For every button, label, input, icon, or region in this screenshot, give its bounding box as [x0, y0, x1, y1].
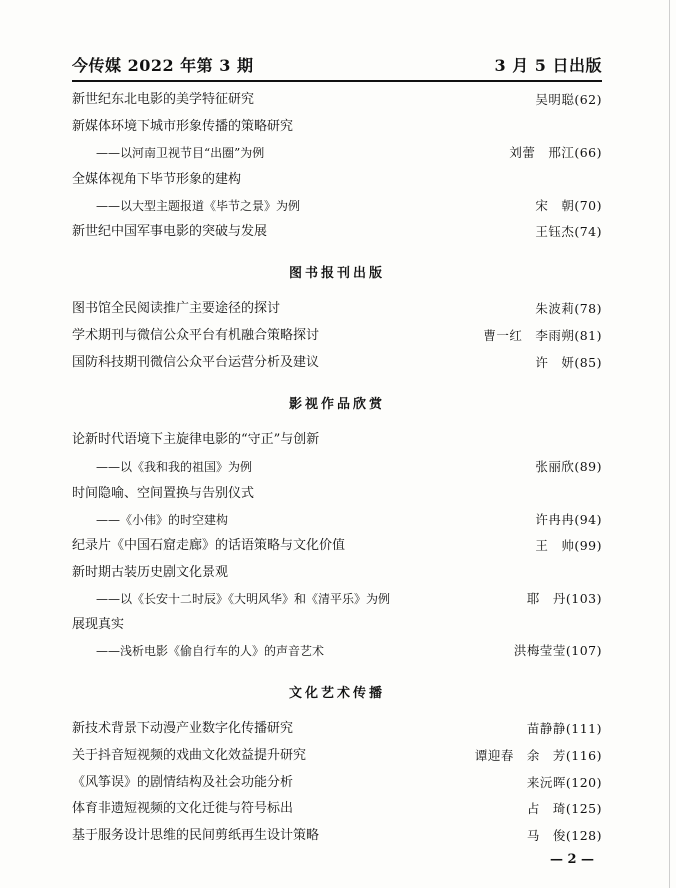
toc-entry[interactable]: [72, 298, 602, 320]
toc-entry-subtitle[interactable]: [72, 588, 602, 610]
toc-entry-author: 耶 丹(103): [526, 591, 602, 606]
toc-entry-title: 时间隐喻、空间置换与告别仪式: [72, 486, 255, 501]
toc-entry[interactable]: [72, 535, 602, 557]
toc-entry[interactable]: [72, 221, 602, 243]
toc-entry-title: 国防科技期刊微信公众平台运营分析及建议: [72, 355, 320, 370]
toc-entry-author: 谭迎春 余 芳(116): [474, 748, 602, 763]
toc-entry-title: 《风筝误》的剧情结构及社会功能分析: [72, 775, 294, 790]
toc-entry-title: ——以大型主题报道《毕节之景》为例: [96, 199, 301, 213]
toc-entry[interactable]: [72, 116, 602, 138]
toc-entry-title: 体育非遗短视频的文化迁徙与符号标出: [72, 801, 294, 816]
toc-entry[interactable]: [72, 718, 602, 740]
toc-entry-author: 朱波莉(78): [535, 301, 602, 316]
toc-entry-subtitle[interactable]: [72, 456, 602, 478]
toc-entry[interactable]: [72, 483, 602, 505]
toc-entry[interactable]: [72, 745, 602, 767]
toc-entry-title: 新世纪中国军事电影的突破与发展: [72, 224, 268, 239]
toc-entry-title: 展现真实: [72, 617, 125, 632]
toc-entry-title: 基于服务设计思维的民间剪纸再生设计策略: [72, 828, 320, 843]
toc-entry-title: 新媒体环境下城市形象传播的策略研究: [72, 119, 294, 134]
toc-entry-title: 纪录片《中国石窟走廊》的话语策略与文化价值: [72, 538, 346, 553]
journal-issue-title: 今传媒 2022 年第 3 期: [72, 56, 254, 75]
toc-entry-author: 宋 朝(70): [535, 198, 602, 213]
toc-entry-author: 吴明聪(62): [535, 92, 602, 107]
toc-entry[interactable]: [72, 562, 602, 584]
toc-entry-title: 新时期古装历史剧文化景观: [72, 565, 229, 580]
toc-entry-author: 王钰杰(74): [535, 224, 602, 239]
toc-entry-author: 张丽欣(89): [535, 459, 602, 474]
toc-entry-title: 关于抖音短视频的戏曲文化效益提升研究: [72, 748, 307, 763]
toc-entry-author: 刘蕾 邢江(66): [509, 145, 602, 160]
toc-entry[interactable]: [72, 825, 602, 847]
toc-entry-title: ——以《长安十二时辰》《大明风华》和《清平乐》为例: [96, 592, 391, 606]
toc-entry[interactable]: [72, 798, 602, 820]
publication-date: 3 月 5 日出版: [494, 56, 602, 75]
toc-entry-subtitle[interactable]: [72, 142, 602, 164]
toc-entry-title: 论新时代语境下主旋律电影的“守正”与创新: [72, 432, 320, 447]
toc-entry-subtitle[interactable]: [72, 640, 602, 662]
toc-entry-title: ——以河南卫视节目“出圈”为例: [96, 146, 265, 160]
toc-entry[interactable]: [72, 169, 602, 191]
toc-entry-title: 新技术背景下动漫产业数字化传播研究: [72, 721, 294, 736]
toc-entry-author: 来沅晖(120): [526, 775, 602, 790]
page-number: — 2 —: [549, 852, 595, 867]
toc-entry-title: 新世纪东北电影的美学特征研究: [72, 92, 255, 107]
toc-entry-author: 占 琦(125): [526, 801, 602, 816]
toc-entry-title: ——浅析电影《偷自行车的人》的声音艺术: [96, 644, 325, 658]
toc-entry-title: ——《小伟》的时空建构: [96, 513, 229, 527]
toc-entry[interactable]: [72, 89, 602, 111]
toc-entry[interactable]: [72, 352, 602, 374]
toc-entry-subtitle[interactable]: [72, 509, 602, 531]
toc-entry-subtitle[interactable]: [72, 195, 602, 217]
toc-entry-title: 全媒体视角下毕节形象的建构: [72, 172, 242, 187]
section-heading: 影视作品欣赏: [288, 397, 385, 412]
toc-entry-author: 曹一红 李雨朔(81): [483, 328, 602, 343]
toc-entry-author: 许 妍(85): [535, 355, 602, 370]
page-edge-line: [669, 0, 670, 888]
toc-entry-author: 王 帅(99): [535, 538, 602, 553]
toc-entry-title: 学术期刊与微信公众平台有机融合策略探讨: [72, 328, 320, 343]
toc-entry-author: 许冉冉(94): [535, 512, 602, 527]
toc-entry[interactable]: [72, 325, 602, 347]
section-heading: 图书报刊出版: [288, 266, 385, 281]
toc-entry-title: 图书馆全民阅读推广主要途径的探讨: [72, 301, 281, 316]
toc-entry-author: 洪梅莹莹(107): [513, 643, 602, 658]
section-heading: 文化艺术传播: [288, 686, 385, 701]
toc-entry[interactable]: [72, 772, 602, 794]
toc-entry-title: ——以《我和我的祖国》为例: [96, 460, 253, 474]
toc-entry-author: 马 俊(128): [526, 828, 602, 843]
toc-entry-author: 苗静静(111): [526, 721, 602, 736]
toc-entry[interactable]: [72, 429, 602, 451]
header-rule: [72, 80, 602, 82]
toc-entry[interactable]: [72, 614, 602, 636]
page-header: [72, 52, 602, 76]
